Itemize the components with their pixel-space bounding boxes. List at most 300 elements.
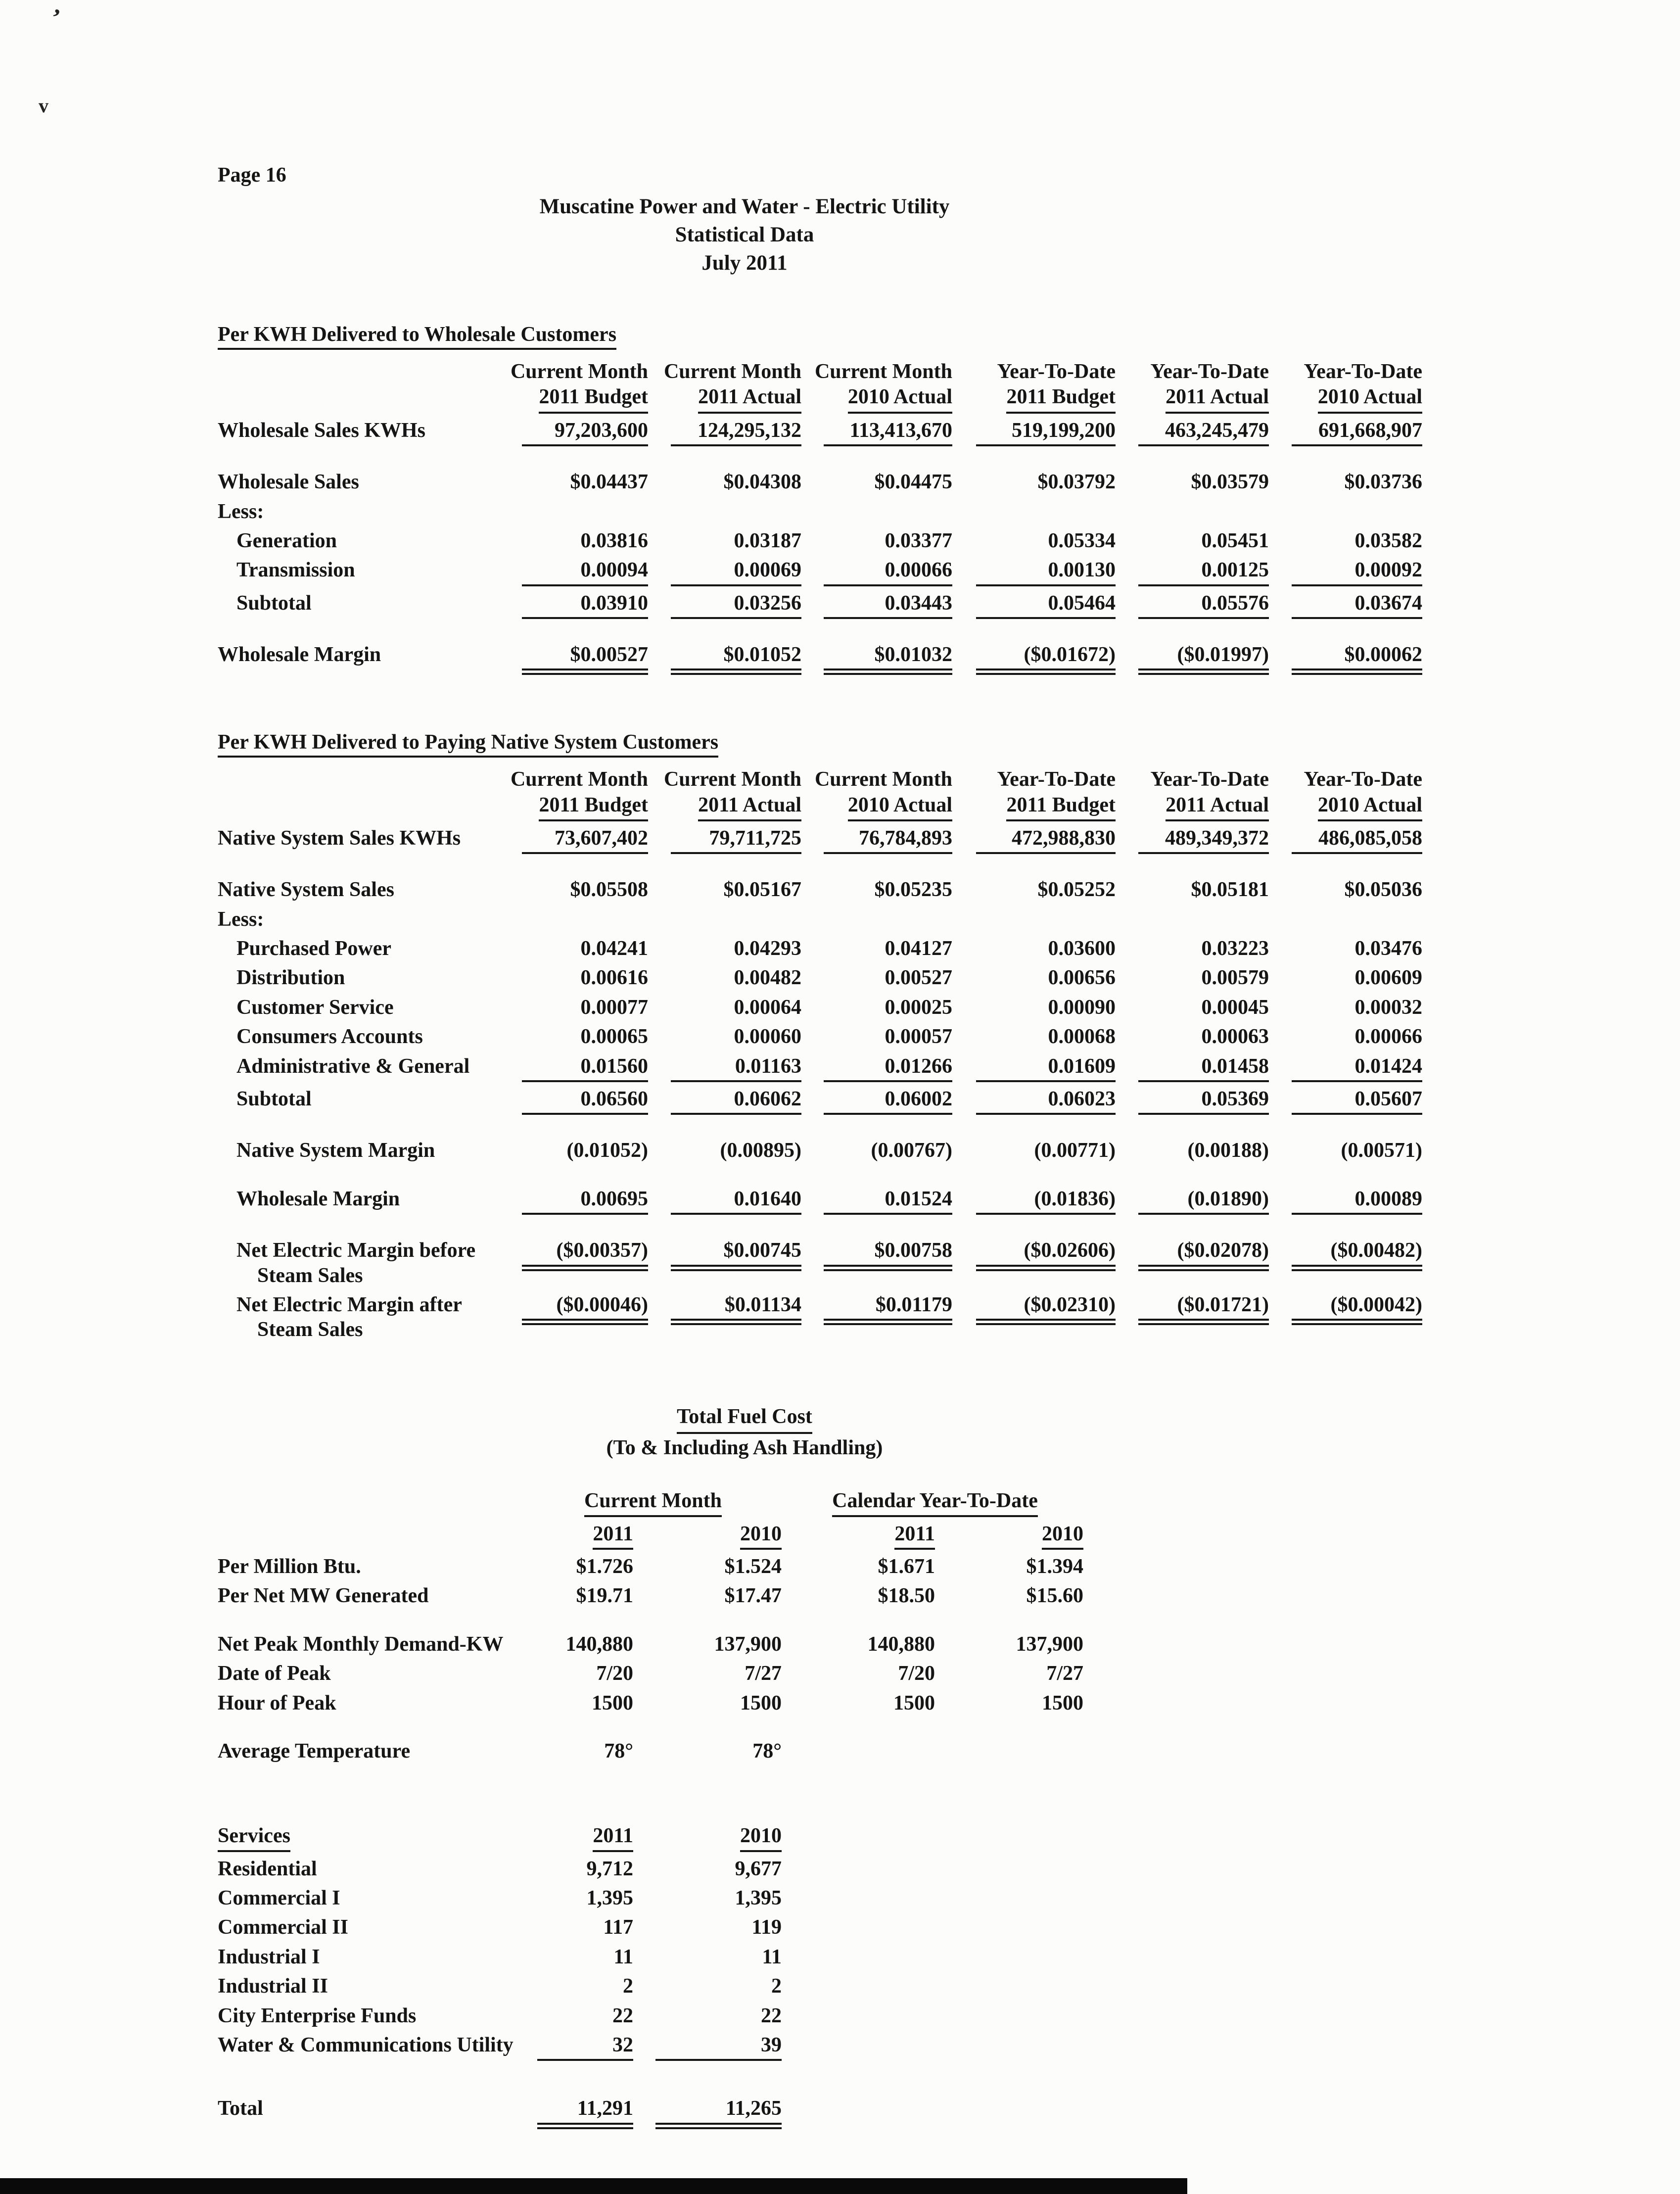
column-header — [1274, 357, 1427, 415]
value-cell — [806, 993, 957, 1022]
value-cell — [957, 640, 1120, 677]
column-header-line1: Year-To-Date — [1304, 768, 1422, 791]
cell-value: 463,245,479 — [1138, 418, 1269, 446]
column-header — [957, 764, 1120, 823]
value-cell — [524, 1688, 638, 1717]
row-label — [218, 588, 505, 621]
value-cell — [653, 993, 806, 1022]
value-cell — [653, 588, 806, 621]
row-label-line1: City Enterprise Funds — [218, 2004, 417, 2027]
cell-value: 489,349,372 — [1138, 826, 1269, 854]
cell-value: ($0.01997) — [1138, 642, 1269, 675]
cell-value: 97,203,600 — [522, 418, 648, 446]
value-cell — [505, 1290, 653, 1344]
value-cell — [1120, 1136, 1274, 1165]
value-cell — [957, 416, 1120, 448]
value-cell — [806, 588, 957, 621]
cell-value: 0.00090 — [1048, 996, 1116, 1019]
column-header-line1: Year-To-Date — [1150, 360, 1269, 383]
fuel-subtitle: (To & Including Ash Handling) — [606, 1436, 883, 1460]
cell-value: 0.03674 — [1292, 591, 1422, 619]
value-cell — [806, 640, 957, 677]
fuel-title-text: Total Fuel Cost — [677, 1403, 812, 1434]
column-header — [806, 357, 957, 415]
value-cell — [957, 1084, 1120, 1117]
value-cell — [653, 526, 806, 555]
row-label — [218, 497, 505, 526]
cell-value: ($0.01672) — [976, 642, 1116, 675]
table-row — [218, 905, 1652, 934]
cell-value: 0.03187 — [734, 529, 801, 552]
services-title-text: Services — [218, 1823, 290, 1852]
cell-value: 0.00482 — [734, 966, 801, 990]
year-header — [524, 1519, 638, 1552]
value-cell — [524, 1552, 638, 1581]
cell-value: 0.01266 — [824, 1054, 952, 1082]
value-cell — [505, 934, 653, 963]
column-header-underline: 2011 Actual — [698, 384, 801, 413]
value-cell — [638, 1971, 787, 2001]
row-label — [218, 1236, 505, 1290]
year-header-text: 2011 — [894, 1522, 935, 1550]
cell-value: 1,395 — [735, 1887, 782, 1910]
row-label-line1: Consumers Accounts — [236, 1025, 423, 1049]
value-cell — [806, 497, 957, 526]
cell-value: (0.00895) — [720, 1139, 801, 1162]
cell-value: 2 — [623, 1975, 633, 1998]
table-row — [218, 2030, 1652, 2063]
row-label — [218, 640, 505, 677]
table-row — [218, 1659, 1652, 1688]
value-cell — [653, 1084, 806, 1117]
value-cell — [653, 467, 806, 496]
column-header-line2 — [957, 793, 1116, 821]
fuel-title — [218, 1403, 1271, 1434]
value-cell — [940, 1688, 1088, 1717]
value-cell — [787, 1552, 940, 1581]
value-cell — [505, 1022, 653, 1051]
row-label-line1: Customer Service — [236, 996, 394, 1019]
value-cell — [1274, 934, 1427, 963]
cell-value: 472,988,830 — [976, 826, 1116, 854]
table-row — [218, 823, 1652, 856]
cell-value: 0.00065 — [580, 1025, 648, 1049]
table-row — [218, 1184, 1652, 1217]
table-row — [218, 1688, 1652, 1717]
table-row — [218, 1552, 1652, 1581]
table-row — [218, 2001, 1652, 2030]
value-cell — [957, 1236, 1120, 1290]
cell-value: 519,199,200 — [976, 418, 1116, 446]
cell-value: 0.00069 — [671, 558, 801, 586]
cell-value: 0.04241 — [580, 937, 648, 960]
cell-value: 140,880 — [565, 1632, 633, 1656]
cell-value: $0.05508 — [570, 878, 648, 902]
row-label-line1: Distribution — [236, 966, 345, 990]
column-header-line1: Current Month — [663, 768, 801, 791]
row-label-line1: Subtotal — [236, 1088, 312, 1111]
row-label-line1: Native System Sales KWHs — [218, 826, 461, 850]
table-row — [218, 1236, 1652, 1290]
cell-value: 691,668,907 — [1292, 418, 1422, 446]
table-row — [218, 467, 1652, 496]
cell-value: 0.03910 — [522, 591, 648, 619]
row-label — [218, 1581, 524, 1610]
value-cell — [1274, 416, 1427, 448]
column-header-underline: 2010 Actual — [848, 793, 952, 821]
cell-value: $1.671 — [878, 1555, 935, 1578]
cell-value: (0.00767) — [871, 1139, 952, 1162]
cell-value: 0.05369 — [1138, 1087, 1269, 1115]
cell-value: 1500 — [592, 1691, 633, 1715]
cell-value: 140,880 — [867, 1632, 935, 1656]
row-label — [218, 905, 505, 934]
value-cell — [1274, 1051, 1427, 1084]
cell-value: 0.01163 — [671, 1054, 801, 1082]
value-cell — [957, 905, 1120, 934]
value-cell — [806, 934, 957, 963]
value-cell — [505, 1051, 653, 1084]
cell-value: 0.01560 — [522, 1054, 648, 1082]
value-cell — [806, 875, 957, 904]
value-cell — [806, 467, 957, 496]
value-cell — [505, 640, 653, 677]
value-cell — [940, 1736, 1088, 1765]
row-label-line1: Transmission — [236, 559, 355, 582]
cell-value: 0.05451 — [1201, 529, 1269, 552]
cell-value: $15.60 — [1026, 1584, 1083, 1608]
cell-value: $0.05181 — [1191, 878, 1269, 902]
table-row — [218, 1136, 1652, 1165]
fuel-group-header-row — [218, 1486, 1652, 1519]
cell-value: $0.00062 — [1292, 642, 1422, 675]
row-label-line1: Industrial II — [218, 1975, 328, 1998]
value-cell — [787, 1581, 940, 1610]
cell-value: 0.01424 — [1292, 1054, 1422, 1082]
row-label-line1: Per Net MW Generated — [218, 1584, 429, 1608]
value-cell — [653, 1290, 806, 1344]
cell-value: 73,607,402 — [522, 826, 648, 854]
value-cell — [524, 1883, 638, 1912]
cell-value: 0.05464 — [976, 591, 1116, 619]
column-header-line1: Year-To-Date — [1150, 768, 1269, 791]
value-cell — [1274, 875, 1427, 904]
column-header-underline: 2010 Actual — [848, 384, 952, 413]
value-cell — [1120, 823, 1274, 856]
value-cell — [806, 1184, 957, 1217]
row-label — [218, 1051, 505, 1084]
value-cell — [957, 588, 1120, 621]
value-cell — [806, 823, 957, 856]
value-cell — [806, 1051, 957, 1084]
cell-value: 0.00695 — [522, 1187, 648, 1215]
cell-value: $17.47 — [724, 1584, 782, 1608]
row-label — [218, 1736, 524, 1765]
cell-value: 486,085,058 — [1292, 826, 1422, 854]
row-label-line1: Administrative & General — [236, 1054, 470, 1078]
value-cell — [653, 934, 806, 963]
cell-value: 0.03582 — [1354, 529, 1422, 552]
cell-value: 1500 — [740, 1691, 782, 1715]
document-subtitle: Statistical Data — [675, 223, 814, 246]
cell-value: 1500 — [1042, 1691, 1083, 1715]
value-cell — [505, 1136, 653, 1165]
cell-value: (0.01836) — [976, 1187, 1116, 1215]
value-cell — [1120, 467, 1274, 496]
row-label — [218, 963, 505, 992]
value-cell — [1274, 963, 1427, 992]
scan-edge-artifact — [0, 2178, 1187, 2194]
value-cell — [1120, 416, 1274, 448]
cell-value: (0.01052) — [566, 1139, 648, 1162]
value-cell — [638, 1736, 787, 1765]
column-header-line2 — [1274, 384, 1422, 413]
row-label-line1: Wholesale Sales KWHs — [218, 419, 426, 442]
year-header-text: 2011 — [593, 1823, 633, 1852]
value-cell — [806, 1236, 957, 1290]
table-row — [218, 416, 1652, 448]
cell-value: $18.50 — [878, 1584, 935, 1608]
value-cell — [1120, 640, 1274, 677]
row-label — [218, 526, 505, 555]
value-cell — [505, 497, 653, 526]
group-header-text: Current Month — [584, 1488, 722, 1517]
column-header-line1: Current Month — [814, 768, 952, 791]
cell-value: 0.06002 — [824, 1087, 952, 1115]
cell-value: ($0.00482) — [1292, 1238, 1422, 1271]
cell-value: 22 — [612, 2004, 633, 2027]
value-cell — [957, 467, 1120, 496]
value-cell — [940, 1581, 1088, 1610]
cell-value: 0.00025 — [885, 996, 952, 1019]
value-cell — [638, 1552, 787, 1581]
row-label — [218, 934, 505, 963]
cell-value: ($0.00042) — [1292, 1292, 1422, 1325]
table-row — [218, 497, 1652, 526]
row-label — [218, 555, 505, 588]
value-cell — [1120, 555, 1274, 588]
row-label — [218, 1084, 505, 1117]
cell-value: $0.03579 — [1191, 471, 1269, 494]
cell-value: 0.00063 — [1201, 1025, 1269, 1049]
page-number: Page 16 — [218, 164, 286, 187]
value-cell — [787, 1629, 940, 1659]
column-header-line2 — [1120, 384, 1269, 413]
value-cell — [806, 963, 957, 992]
fuel-title-block — [218, 1403, 1271, 1462]
value-cell — [638, 1629, 787, 1659]
cell-value: 119 — [751, 1916, 782, 1939]
table-header-row — [218, 764, 1652, 823]
cell-value: ($0.01721) — [1138, 1292, 1269, 1325]
cell-value: 0.01524 — [824, 1187, 952, 1215]
cell-value: 0.03443 — [824, 591, 952, 619]
value-cell — [653, 497, 806, 526]
row-label-line1: Less: — [218, 500, 264, 523]
value-cell — [505, 905, 653, 934]
group-header-year-to-date — [787, 1486, 1088, 1519]
value-cell — [638, 1912, 787, 1942]
row-label-line1: Per Million Btu. — [218, 1555, 361, 1578]
cell-value: ($0.02310) — [976, 1292, 1116, 1325]
cell-value: $0.00527 — [522, 642, 648, 675]
cell-value: 76,784,893 — [824, 826, 952, 854]
value-cell — [1120, 993, 1274, 1022]
row-label — [218, 1883, 524, 1912]
cell-value: $0.04475 — [874, 471, 952, 494]
year-header-text: 2011 — [593, 1522, 633, 1550]
value-cell — [505, 555, 653, 588]
value-cell — [1120, 1236, 1274, 1290]
row-label — [218, 1942, 524, 1971]
column-header — [505, 764, 653, 823]
table-row — [218, 1854, 1652, 1883]
value-cell — [505, 993, 653, 1022]
row-label-line1: Net Electric Margin before — [236, 1239, 476, 1262]
year-header — [638, 1519, 787, 1552]
column-header-line1: Year-To-Date — [997, 768, 1116, 791]
row-label — [218, 2030, 524, 2063]
value-cell — [1274, 823, 1427, 856]
value-cell — [806, 1290, 957, 1344]
value-cell — [940, 1659, 1088, 1688]
cell-value: 0.00616 — [580, 966, 648, 990]
value-cell — [1274, 1184, 1427, 1217]
header-spacer — [218, 1519, 524, 1552]
cell-value: 7/27 — [1046, 1662, 1083, 1685]
cell-value: 0.00060 — [734, 1025, 801, 1049]
value-cell — [638, 1883, 787, 1912]
value-cell — [1274, 1084, 1427, 1117]
table-row — [218, 588, 1652, 621]
section-title-wholesale — [218, 323, 1652, 350]
row-label-line2: Steam Sales — [257, 1318, 363, 1341]
cell-value: 0.00032 — [1354, 996, 1422, 1019]
cell-value: $0.01134 — [671, 1292, 801, 1325]
value-cell — [638, 1688, 787, 1717]
row-label-line1: Native System Sales — [218, 878, 394, 902]
column-header-line1: Current Month — [510, 768, 648, 791]
row-label-line1: Wholesale Margin — [218, 643, 381, 667]
table-row — [218, 993, 1652, 1022]
value-cell — [787, 1659, 940, 1688]
value-cell — [1274, 993, 1427, 1022]
year-header-text: 2010 — [740, 1823, 782, 1852]
value-cell — [524, 1659, 638, 1688]
cell-value: $0.05235 — [874, 878, 952, 902]
cell-value: ($0.00357) — [522, 1238, 648, 1271]
column-header — [1120, 764, 1274, 823]
column-header-underline: 2011 Actual — [1166, 384, 1269, 413]
cell-value: 0.00064 — [734, 996, 801, 1019]
row-label — [218, 1971, 524, 2001]
value-cell — [1120, 497, 1274, 526]
value-cell — [653, 1236, 806, 1290]
value-cell — [1120, 588, 1274, 621]
cell-value: 0.00527 — [885, 966, 952, 990]
value-cell — [505, 467, 653, 496]
value-cell — [505, 1084, 653, 1117]
cell-value: 137,900 — [714, 1632, 782, 1656]
table-row — [218, 555, 1652, 588]
row-label — [218, 416, 505, 448]
cell-value: $1.394 — [1026, 1555, 1083, 1578]
column-header — [653, 357, 806, 415]
cell-value: 0.03816 — [580, 529, 648, 552]
cell-value: 32 — [537, 2033, 633, 2061]
row-label-line1: Subtotal — [236, 591, 312, 615]
column-header-underline: 2011 Budget — [539, 793, 648, 821]
cell-value: 0.00094 — [522, 558, 648, 586]
cell-value: 0.00066 — [824, 558, 952, 586]
value-cell — [505, 1236, 653, 1290]
cell-value: 0.06560 — [522, 1087, 648, 1115]
value-cell — [638, 2030, 787, 2063]
table-row — [218, 934, 1652, 963]
cell-value: (0.01890) — [1138, 1187, 1269, 1215]
value-cell — [1274, 640, 1427, 677]
column-header-line2 — [505, 384, 648, 413]
value-cell — [653, 555, 806, 588]
row-label — [218, 823, 505, 856]
value-cell — [1274, 467, 1427, 496]
row-label — [218, 467, 505, 496]
value-cell — [653, 823, 806, 856]
document-title: Muscatine Power and Water - Electric Utility — [539, 195, 950, 218]
value-cell — [524, 1629, 638, 1659]
cell-value: (0.00188) — [1187, 1139, 1269, 1162]
cell-value: 0.00045 — [1201, 996, 1269, 1019]
column-header-line1: Year-To-Date — [997, 360, 1116, 383]
section-title-text: Per KWH Delivered to Wholesale Customers — [218, 323, 616, 350]
cell-value: 78° — [752, 1739, 782, 1763]
value-cell — [957, 1022, 1120, 1051]
row-label-line1: Date of Peak — [218, 1662, 331, 1685]
cell-value: $1.524 — [724, 1555, 782, 1578]
value-cell — [1120, 1022, 1274, 1051]
value-cell — [505, 416, 653, 448]
value-cell — [806, 1136, 957, 1165]
value-cell — [1274, 555, 1427, 588]
table-row — [218, 1051, 1652, 1084]
document-date: July 2011 — [701, 251, 788, 275]
table-row — [218, 963, 1652, 992]
column-header — [505, 357, 653, 415]
cell-value: 7/27 — [745, 1662, 782, 1685]
column-header-underline: 2011 Actual — [698, 793, 801, 821]
page-content — [218, 163, 1652, 2131]
row-label — [218, 1659, 524, 1688]
cell-value: 0.03256 — [671, 591, 801, 619]
cell-value: 0.04127 — [885, 937, 952, 960]
value-cell — [1120, 526, 1274, 555]
value-cell — [957, 993, 1120, 1022]
value-cell — [1274, 1022, 1427, 1051]
value-cell — [638, 1659, 787, 1688]
column-header-line2 — [653, 793, 801, 821]
row-label — [218, 875, 505, 904]
cell-value: ($0.02078) — [1138, 1238, 1269, 1271]
table-row — [218, 1581, 1652, 1610]
value-cell — [653, 963, 806, 992]
cell-value: $1.726 — [576, 1555, 633, 1578]
services-title — [218, 1821, 524, 1854]
value-cell — [1274, 1136, 1427, 1165]
cell-value: 0.00579 — [1201, 966, 1269, 990]
value-cell — [787, 1736, 940, 1765]
row-label-line1: Average Temperature — [218, 1739, 411, 1763]
value-cell — [957, 1290, 1120, 1344]
